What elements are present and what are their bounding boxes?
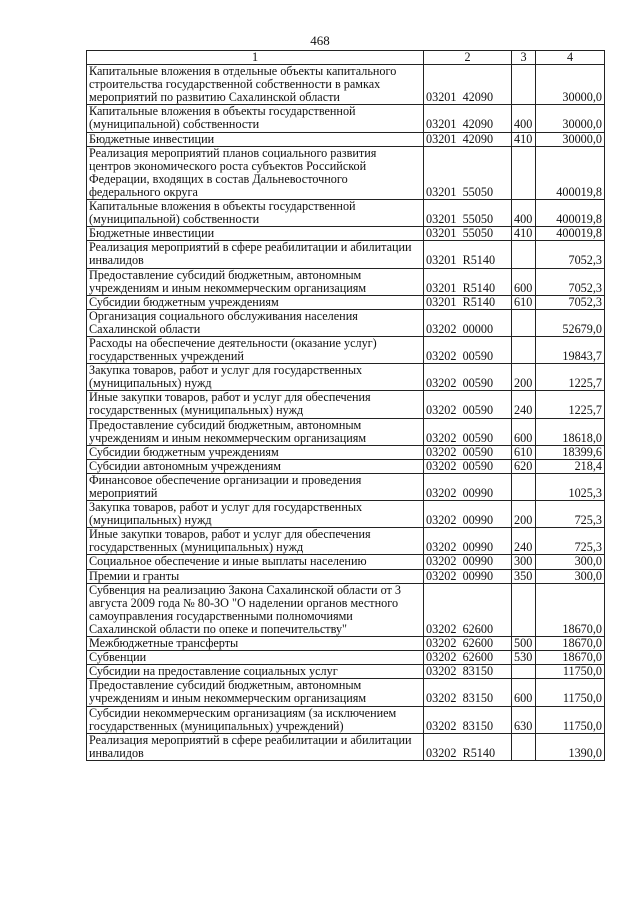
- row-code-cell: 03201 42090: [424, 132, 512, 146]
- row-amount-cell: 7052,3: [536, 268, 605, 295]
- row-code-cell: 03201 55050: [424, 200, 512, 227]
- table-row: [87, 364, 605, 391]
- table-row: [87, 105, 605, 132]
- row-code-cell: 03202 83150: [424, 706, 512, 733]
- row-amount-cell: 400019,8: [536, 200, 605, 227]
- row-name-cell: Субсидии автономным учреждениям: [87, 459, 424, 473]
- header-col-4: 4: [536, 51, 605, 65]
- row-amount-cell: 52679,0: [536, 309, 605, 336]
- table-row: [87, 473, 605, 500]
- row-code-cell: 03201 R5140: [424, 241, 512, 268]
- row-type-cell: 300: [512, 555, 536, 569]
- row-name-cell: Социальное обеспечение и иные выплаты населению: [87, 555, 424, 569]
- row-type-cell: 630: [512, 706, 536, 733]
- page-number: 468: [310, 33, 330, 48]
- header-col-2: 2: [424, 51, 512, 65]
- table-row: [87, 528, 605, 555]
- table-row: [87, 391, 605, 418]
- row-type-cell: 240: [512, 528, 536, 555]
- row-amount-cell: 11750,0: [536, 665, 605, 679]
- row-type-cell: 620: [512, 459, 536, 473]
- row-code-cell: 03202 83150: [424, 665, 512, 679]
- row-type-cell: 410: [512, 227, 536, 241]
- row-amount-cell: 18618,0: [536, 418, 605, 445]
- row-amount-cell: 1225,7: [536, 364, 605, 391]
- table-row: [87, 733, 605, 760]
- row-type-cell: 530: [512, 651, 536, 665]
- row-name-cell: Субсидии на предоставление социальных услуг: [87, 665, 424, 679]
- row-name-cell: Иные закупки товаров, работ и услуг для обеспечения государственных (муниципальных) нужд: [87, 391, 424, 418]
- row-code-cell: 03201 55050: [424, 146, 512, 199]
- row-type-cell: 500: [512, 637, 536, 651]
- row-amount-cell: 19843,7: [536, 336, 605, 363]
- table-row: [87, 309, 605, 336]
- row-name-cell: Предоставление субсидий бюджетным, автономным учреждениям и иным некоммерческим организациям: [87, 418, 424, 445]
- table-row: [87, 637, 605, 651]
- row-name-cell: Премии и гранты: [87, 569, 424, 583]
- table-row: [87, 651, 605, 665]
- row-amount-cell: 300,0: [536, 569, 605, 583]
- row-name-cell: Субсидии некоммерческим организациям (за исключением государственных (муниципальных) учреждений): [87, 706, 424, 733]
- row-amount-cell: 1025,3: [536, 473, 605, 500]
- row-name-cell: Реализация мероприятий в сфере реабилитации и абилитации инвалидов: [87, 241, 424, 268]
- row-amount-cell: 400019,8: [536, 146, 605, 199]
- table-row: [87, 555, 605, 569]
- row-type-cell: 410: [512, 132, 536, 146]
- row-amount-cell: 11750,0: [536, 706, 605, 733]
- header-col-1: 1: [87, 51, 424, 65]
- row-name-cell: Межбюджетные трансферты: [87, 637, 424, 651]
- row-amount-cell: 400019,8: [536, 227, 605, 241]
- row-name-cell: Капитальные вложения в объекты государственной (муниципальной) собственности: [87, 200, 424, 227]
- row-amount-cell: 1390,0: [536, 733, 605, 760]
- table-row: [87, 65, 605, 105]
- row-name-cell: Закупка товаров, работ и услуг для государственных (муниципальных) нужд: [87, 364, 424, 391]
- row-code-cell: 03201 42090: [424, 65, 512, 105]
- row-name-cell: Капитальные вложения в отдельные объекты капитального строительства государственной собственности в рамках мероприятий по развитию Сахалинской области: [87, 65, 424, 105]
- row-type-cell: [512, 65, 536, 105]
- table-row: [87, 295, 605, 309]
- row-type-cell: 200: [512, 501, 536, 528]
- row-type-cell: [512, 583, 536, 636]
- budget-table-body: [87, 51, 605, 761]
- row-code-cell: 03201 55050: [424, 227, 512, 241]
- row-type-cell: 350: [512, 569, 536, 583]
- table-row: [87, 336, 605, 363]
- row-type-cell: [512, 733, 536, 760]
- row-code-cell: 03202 00590: [424, 364, 512, 391]
- row-name-cell: Организация социального обслуживания населения Сахалинской области: [87, 309, 424, 336]
- row-name-cell: Бюджетные инвестиции: [87, 227, 424, 241]
- row-code-cell: 03202 00000: [424, 309, 512, 336]
- table-row: [87, 227, 605, 241]
- table-header-row: [87, 51, 605, 65]
- row-amount-cell: 725,3: [536, 501, 605, 528]
- row-type-cell: [512, 146, 536, 199]
- table-row: [87, 583, 605, 636]
- row-name-cell: Предоставление субсидий бюджетным, автономным учреждениям и иным некоммерческим организациям: [87, 679, 424, 706]
- row-type-cell: 610: [512, 295, 536, 309]
- row-name-cell: Предоставление субсидий бюджетным, автономным учреждениям и иным некоммерческим организациям: [87, 268, 424, 295]
- row-type-cell: [512, 241, 536, 268]
- table-row: [87, 459, 605, 473]
- row-amount-cell: 218,4: [536, 459, 605, 473]
- row-code-cell: 03202 00990: [424, 555, 512, 569]
- table-row: [87, 268, 605, 295]
- row-name-cell: Бюджетные инвестиции: [87, 132, 424, 146]
- row-type-cell: 200: [512, 364, 536, 391]
- row-amount-cell: 300,0: [536, 555, 605, 569]
- row-type-cell: 600: [512, 679, 536, 706]
- row-code-cell: 03202 00590: [424, 459, 512, 473]
- table-row: [87, 445, 605, 459]
- row-code-cell: 03202 62600: [424, 583, 512, 636]
- row-code-cell: 03202 00990: [424, 569, 512, 583]
- row-code-cell: 03202 62600: [424, 651, 512, 665]
- row-name-cell: Иные закупки товаров, работ и услуг для обеспечения государственных (муниципальных) нужд: [87, 528, 424, 555]
- row-code-cell: 03202 00590: [424, 336, 512, 363]
- row-code-cell: 03202 83150: [424, 679, 512, 706]
- row-amount-cell: 7052,3: [536, 241, 605, 268]
- row-code-cell: 03202 62600: [424, 637, 512, 651]
- row-code-cell: 03201 R5140: [424, 295, 512, 309]
- table-row: [87, 569, 605, 583]
- row-type-cell: 600: [512, 418, 536, 445]
- row-amount-cell: 30000,0: [536, 105, 605, 132]
- row-amount-cell: 11750,0: [536, 679, 605, 706]
- row-code-cell: 03201 R5140: [424, 268, 512, 295]
- row-amount-cell: 1225,7: [536, 391, 605, 418]
- row-code-cell: 03202 00590: [424, 391, 512, 418]
- row-code-cell: 03202 00990: [424, 501, 512, 528]
- row-amount-cell: 18670,0: [536, 583, 605, 636]
- row-type-cell: [512, 665, 536, 679]
- row-type-cell: 240: [512, 391, 536, 418]
- row-amount-cell: 18670,0: [536, 651, 605, 665]
- row-amount-cell: 30000,0: [536, 65, 605, 105]
- table-row: [87, 501, 605, 528]
- header-col-3: 3: [512, 51, 536, 65]
- row-code-cell: 03202 00590: [424, 445, 512, 459]
- row-amount-cell: 725,3: [536, 528, 605, 555]
- row-code-cell: 03202 00590: [424, 418, 512, 445]
- table-row: [87, 418, 605, 445]
- budget-table: [86, 50, 605, 761]
- row-type-cell: [512, 336, 536, 363]
- row-code-cell: 03202 00990: [424, 473, 512, 500]
- row-type-cell: 400: [512, 200, 536, 227]
- row-type-cell: [512, 309, 536, 336]
- row-type-cell: 610: [512, 445, 536, 459]
- table-row: [87, 146, 605, 199]
- row-name-cell: Капитальные вложения в объекты государственной (муниципальной) собственности: [87, 105, 424, 132]
- row-type-cell: 400: [512, 105, 536, 132]
- row-code-cell: 03202 00990: [424, 528, 512, 555]
- row-name-cell: Финансовое обеспечение организации и проведения мероприятий: [87, 473, 424, 500]
- table-row: [87, 665, 605, 679]
- row-name-cell: Закупка товаров, работ и услуг для государственных (муниципальных) нужд: [87, 501, 424, 528]
- row-code-cell: 03201 42090: [424, 105, 512, 132]
- table-row: [87, 132, 605, 146]
- table-row: [87, 706, 605, 733]
- row-amount-cell: 18670,0: [536, 637, 605, 651]
- row-name-cell: Реализация мероприятий планов социального развития центров экономического роста субъектов Российской Федерации, входящих в состав Дальневосточного федерального округа: [87, 146, 424, 199]
- row-name-cell: Реализация мероприятий в сфере реабилитации и абилитации инвалидов: [87, 733, 424, 760]
- table-row: [87, 241, 605, 268]
- row-amount-cell: 18399,6: [536, 445, 605, 459]
- row-amount-cell: 30000,0: [536, 132, 605, 146]
- row-name-cell: Субсидии бюджетным учреждениям: [87, 445, 424, 459]
- row-name-cell: Субвенции: [87, 651, 424, 665]
- row-name-cell: Субвенция на реализацию Закона Сахалинской области от 3 августа 2009 года № 80-ЗО "О наделении органов местного самоуправления государственными полномочиями Сахалинской области по опеке и попечительству": [87, 583, 424, 636]
- row-amount-cell: 7052,3: [536, 295, 605, 309]
- row-name-cell: Субсидии бюджетным учреждениям: [87, 295, 424, 309]
- table-row: [87, 679, 605, 706]
- row-type-cell: 600: [512, 268, 536, 295]
- row-type-cell: [512, 473, 536, 500]
- row-code-cell: 03202 R5140: [424, 733, 512, 760]
- row-name-cell: Расходы на обеспечение деятельности (оказание услуг) государственных учреждений: [87, 336, 424, 363]
- table-row: [87, 200, 605, 227]
